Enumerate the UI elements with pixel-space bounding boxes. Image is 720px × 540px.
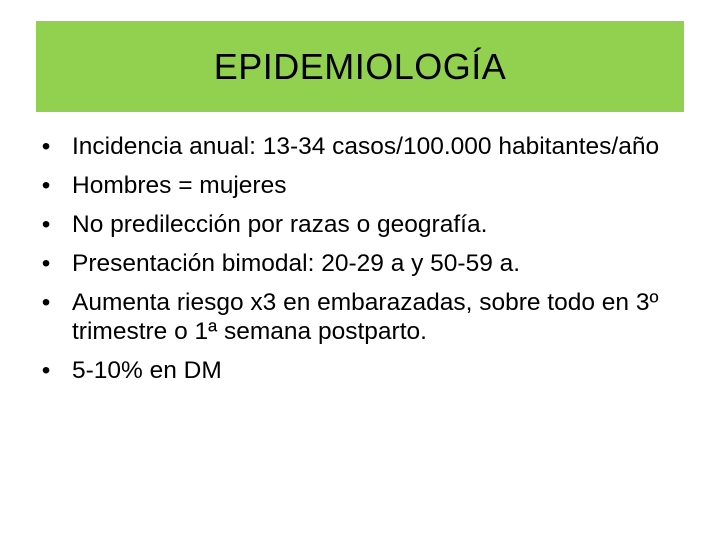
slide-title: EPIDEMIOLOGÍA <box>213 45 507 87</box>
bullet-icon: • <box>41 133 51 160</box>
bullet-icon: • <box>41 357 51 384</box>
bullet-icon: • <box>41 211 51 238</box>
bullet-text: Presentación bimodal: 20-29 a y 50-59 a. <box>72 250 521 277</box>
bullet-text: Aumenta riesgo x3 en embarazadas, sobre todo en 3º trimestre o 1ª semana postparto. <box>72 289 659 345</box>
bullet-text: Incidencia anual: 13-34 casos/100.000 habitantes/año <box>72 133 660 160</box>
bullet-icon: • <box>41 250 51 277</box>
bullet-item-race <box>36 210 676 239</box>
bullet-item-bimodal <box>36 249 676 278</box>
bullet-item-incidence <box>36 132 676 161</box>
bullet-text: No predilección por razas o geografía. <box>72 211 488 238</box>
bullet-text: Hombres = mujeres <box>72 172 287 199</box>
bullet-item-diabetes <box>36 356 676 385</box>
bullet-item-pregnancy <box>36 288 676 346</box>
bullet-icon: • <box>41 289 51 316</box>
bullet-text: 5-10% en DM <box>72 357 222 384</box>
bullet-list <box>36 132 676 395</box>
title-banner <box>36 21 684 112</box>
bullet-item-sex <box>36 171 676 200</box>
bullet-icon: • <box>41 172 51 199</box>
